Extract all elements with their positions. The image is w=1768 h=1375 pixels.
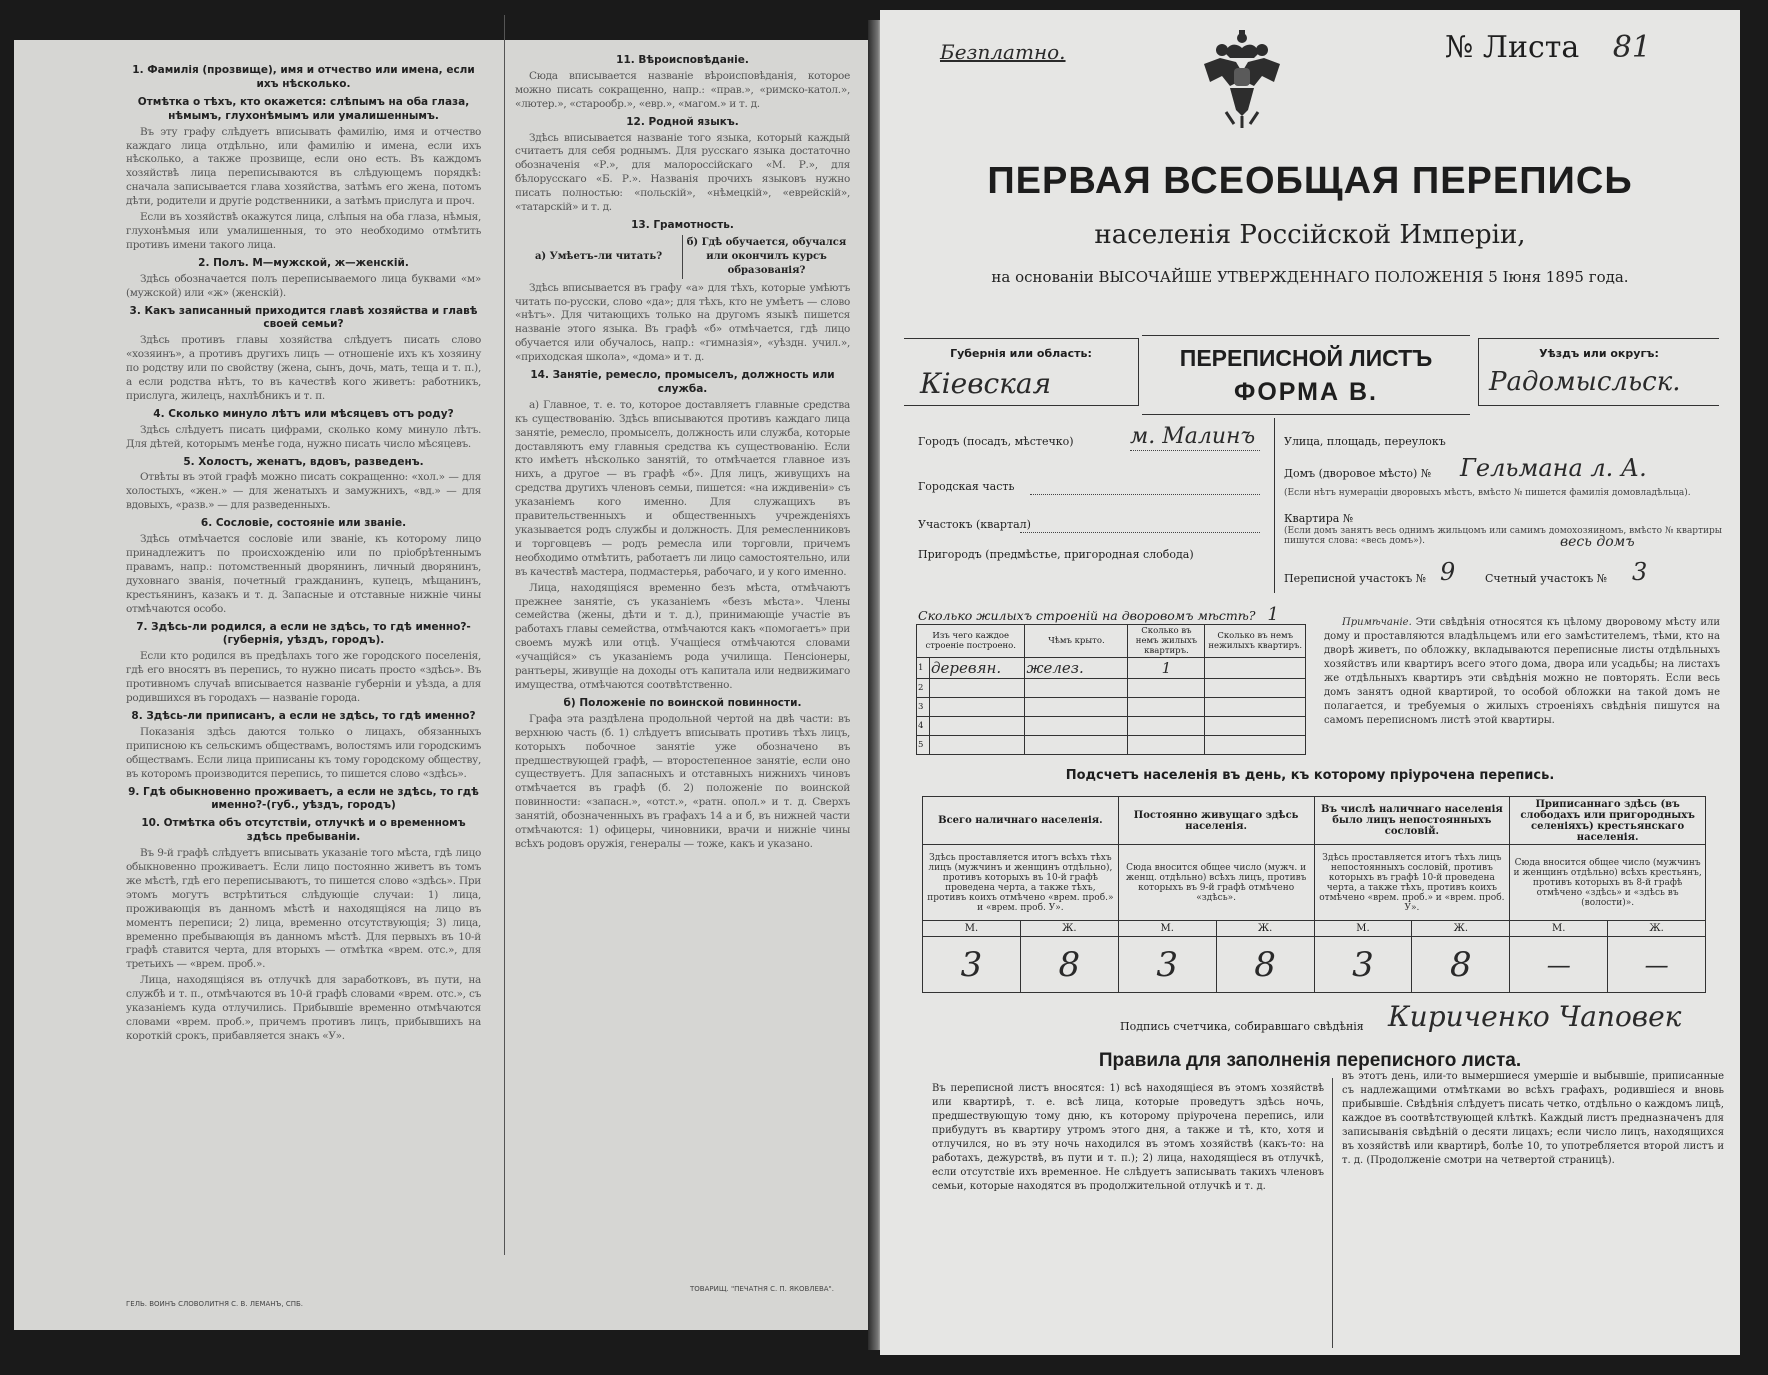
count-value: 8 — [1216, 937, 1314, 993]
double-headed-eagle-icon — [1196, 28, 1288, 134]
sheet-number-label: № Листа — [1445, 30, 1580, 65]
section-heading: 7. Здѣсь-ли родился, а если не здѣсь, то гдѣ именно?-(губернія, уѣздъ, городъ). — [136, 620, 471, 647]
table-row — [917, 717, 1306, 736]
form-label: ФОРМА В. — [1234, 378, 1378, 406]
sheet-number-value: 81 — [1612, 30, 1651, 65]
rules-right-col: въ этотъ день, или-то вымершиеся умершіе и выбывшіе, приписанные съ надлежащими отмѣтками во всѣхъ графахъ, родившіеся и вновь прибывшіе. Свѣдѣнія слѣдуетъ писать четко, отдѣльно о каждомъ лицѣ, каждое въ соотвѣтствующей клѣткѣ. Каждый листъ предназначенъ для записыванія свѣдѣній о десяти лицахъ; если число лицъ, находящихся въ хозяйствѣ или квартирѣ, болѣе 10, то употребляется второй листъ и т. д. (Продолженіе смотри на четвертой страницѣ). — [1342, 1071, 1724, 1166]
count-desc: Здѣсь проставляется итогъ всѣхъ тѣхъ лицъ (мужчинъ и женщинъ отдѣльно), противъ которыхъ въ 10-й графѣ проведена черта, а также тѣхъ, противъ коихъ отмѣчено «врем. проб.» и «врем. проб. У». — [923, 845, 1119, 921]
buildings-table — [916, 624, 1306, 755]
sex-f: Ж. — [1216, 921, 1314, 937]
count-values-row — [923, 937, 1706, 993]
literacy-b-heading: б) Гдѣ обучается, обучался или окончилъ курсъ образованія? — [686, 236, 847, 276]
section-heading: 8. Здѣсь-ли приписанъ, а если не здѣсь, то гдѣ именно? — [131, 709, 476, 722]
row-number: 3 — [917, 698, 930, 717]
kvartira-label: Квартира № — [1284, 512, 1354, 525]
sex-m: М. — [923, 921, 1021, 937]
row-roof: желез. — [1025, 658, 1128, 679]
count-title: Подсчетъ населенія въ день, къ которому пріурочена перепись. — [1065, 768, 1555, 783]
row-flats — [1128, 717, 1205, 736]
row-material — [930, 717, 1025, 736]
count-value: 3 — [1314, 937, 1412, 993]
stroeniy-question — [918, 604, 1279, 625]
section-heading: 14. Занятіе, ремесло, промыселъ, должность или служба. — [530, 369, 835, 395]
count-value: 3 — [923, 937, 1021, 993]
vertical-separator — [1274, 418, 1275, 593]
count-desc: Сюда вносится общее число (мужч. и женщ. отдѣльно) всѣхъ лицъ, противъ которыхъ въ 9-й графѣ отмѣчено «здѣсь». — [1118, 845, 1314, 921]
perepisnoy-value: 9 — [1440, 558, 1456, 586]
section-heading: 1. Фамилія (прозвище), имя и отчество или имена, если ихъ нѣсколько. — [132, 64, 475, 90]
rules-column-b: 11. Вѣроисповѣданіе. Сюда вписывается названіе вѣроисповѣданія, которое можно писать сокращенно, напр.: «прав.», «римско-катол.», «лютер.», «старообр.», «евр.», «магом.» и т. д. 12. Родной языкъ. Здѣсь вписывается названіе того языка, который каждый считаетъ для себя роднымъ. Для русскаго языка достаточно обозначенія «Р.», для малороссійскаго «М. Р.», для бѣлорусскаго «Б. Р.». Названія прочихъ языковъ нужно писать полностью: «польскій», «нѣмецкій», «еврейскій», «татарскій» и т. д. 13. Грамотность. а) Умѣетъ-ли читать? б) Гдѣ обучается, обучался или окончилъ курсъ образованія? Здѣсь вписывается въ графу «а» для тѣхъ, которые умѣютъ читать по-русски, слово «да»; для тѣхъ, кто не умѣетъ — слово «нѣтъ». Для читающихъ только на другомъ языкѣ пишется названіе этого языка. Въ графѣ «б» отмѣчается, гдѣ лицо обучается или обучалось, напр.: «гимназія», «уѣздн. учил.», «приходская школа», «дома» и т. д. 14. Занятіе, ремесло, промыселъ, должность или служба. а) Главное, т. е. то, которое доставляетъ главные средства къ существованію. Здѣсь вписываются противъ каждаго лица занятіе, ремесло, промыселъ, должность или служба, которые доставляютъ ему главныя средства къ существованію. Если кто имѣетъ нѣсколько занятій, то отмѣчается главное изъ нихъ, а другое — въ графѣ «б». Для лицъ, живущихъ на средства другихъ членовъ семьи, пишется: «на иждивеніи» съ указаніемъ кого именно. Для служащихъ въ правительственныхъ и общественныхъ учрежденіяхъ указывается родъ службы и должность. Для ремесленниковъ и торговцевъ — родъ ремесла или торговли, причемъ необходимо отмѣтить, работаетъ ли лицо самостоятельно, или въ качествѣ мастера, подмастерья, рабочаго, и у кого именно. Лица, находящіяся временно безъ мѣста, отмѣчаютъ прежнее занятіе, съ указаніемъ «безъ мѣста». Члены семейства (жены, дѣти и т. д.), принимающіе участіе въ работахъ главы семейства, отмѣчаются какъ «помогаетъ» при своемъ мужѣ или отцѣ. Учащіеся отмѣчаются словами «учащійся» съ указаніемъ рода училища. Пенсіонеры, рантьеры, живущіе на доходы отъ капитала или недвижимаго имущества, отмѣчаются соотвѣтственно. б) Положеніе по воинской повинности. Графа эта раздѣлена продольной чертой на двѣ части: въ верхнюю часть (б. 1) слѣдуетъ вписывать противъ тѣхъ лицъ, которыхъ побочное занятіе уже обозначено въ предшествующей графѣ, — второстепенное занятіе, если оно существуетъ. Для запасныхъ и отставныхъ нижнихъ чиновъ отмѣчается въ графѣ (б. 2) положеніе по воинской повинности: «запасн.», «отст.», «ратн. опол.» и т. д. Сверхъ занятій, обозначенныхъ въ графахъ 14 а и б, въ нижней части отмѣчаются: 1) офицеры, чиновники, врачи и нижніе чины всѣхъ родовъ оружія, генералы — тоже, какъ и указано. — [515, 54, 850, 850]
count-header: Приписаннаго здѣсь (въ слободахъ или пригородныхъ селеніяхъ) крестьянскаго населенія. — [1510, 797, 1706, 845]
uezd-box — [1478, 338, 1719, 406]
sex-f: Ж. — [1020, 921, 1118, 937]
row-flats — [1128, 679, 1205, 698]
note-head: Примѣчаніе. — [1342, 617, 1412, 628]
table-row — [917, 698, 1306, 717]
column-divider — [504, 15, 505, 1255]
row-material — [930, 679, 1025, 698]
uchastok-line — [1020, 532, 1260, 533]
section-heading: б) Положеніе по воинской повинности. — [563, 696, 802, 709]
note-text: Эти свѣдѣнія относятся къ цѣлому дворовому мѣсту или дому и проставляются владѣльцемъ или его замѣстителемъ, тѣми, кто на дворѣ живетъ, по обложку, вкладываются переписные листы отдѣльныхъ хозяйствъ или квартиръ всего этого дома, двора или усадьбы; на листахъ же отдѣльныхъ квартиръ эти свѣдѣнія можно не повторять. Если весь домъ занятъ одной квартирой, то особой обложки на такой домъ не полагается, и требуемыя о жилыхъ строеніяхъ свѣдѣнія пишутся на самомъ переписномъ листѣ этой квартиры. — [1324, 617, 1721, 726]
row-roof — [1025, 717, 1128, 736]
printer-note-right: ТОВАРИЩ. "ПЕЧАТНЯ С. П. ЯКОВЛЕВА". — [690, 1285, 834, 1293]
population-count-table — [922, 796, 1706, 993]
row-other — [1205, 717, 1306, 736]
sex-f: Ж. — [1608, 921, 1706, 937]
sheet-number — [1445, 30, 1651, 65]
count-desc: Здѣсь проставляется итогъ тѣхъ лицъ непостоянныхъ сословій, противъ которыхъ въ графѣ 10-й проведена черта, а также тѣхъ, противъ коихъ отмѣчено «врем. проб.» и «врем. проб. У». — [1314, 845, 1510, 921]
free-label: Безплатно. — [940, 40, 1066, 64]
count-value: 8 — [1412, 937, 1510, 993]
signature-value: Кириченко Чаповек — [1388, 1000, 1682, 1033]
row-number: 2 — [917, 679, 930, 698]
row-other — [1205, 658, 1306, 679]
table-row — [917, 736, 1306, 755]
buildings-note — [1324, 616, 1720, 728]
sex-m: М. — [1118, 921, 1216, 937]
dom-value: Гельмана л. А. — [1460, 454, 1647, 482]
row-number: 1 — [917, 658, 930, 679]
section-heading: 6. Сословіе, состояніе или званіе. — [200, 517, 407, 530]
schetny-value: 3 — [1632, 558, 1648, 586]
row-material: деревян. — [930, 658, 1025, 679]
rules-title: Правила для заполненія переписного листа. — [1098, 1050, 1522, 1071]
buildings-header-row — [917, 625, 1306, 658]
table-row — [917, 658, 1306, 679]
signature-label: Подпись счетчика, собиравшаго свѣдѣнія — [1120, 1020, 1364, 1033]
row-number: 5 — [917, 736, 930, 755]
kvartira-note: (Если домъ занятъ весь однимъ жильцомъ или самимъ домохозяиномъ, вмѣсто № квартиры пишутся слова: «весь домъ»). — [1284, 526, 1722, 546]
section-heading: 5. Холостъ, женатъ, вдовъ, разведенъ. — [183, 455, 424, 468]
sex-m: М. — [1510, 921, 1608, 937]
count-header: Постоянно живущаго здѣсь населенія. — [1118, 797, 1314, 845]
rules-col-divider — [1332, 1078, 1333, 1348]
kvartira-value: весь домъ — [1560, 534, 1635, 550]
perepisnoy-label: Переписной участокъ № — [1284, 572, 1427, 585]
section-heading: 4. Сколько минуло лѣтъ или мѣсяцевъ отъ роду? — [153, 407, 454, 420]
row-material — [930, 698, 1025, 717]
row-material — [930, 736, 1025, 755]
buildings-header-other: Сколько въ немъ нежилыхъ квартиръ. — [1205, 625, 1306, 658]
count-value: — — [1510, 937, 1608, 993]
section-heading: 12. Родной языкъ. — [626, 115, 739, 128]
count-desc-row — [923, 845, 1706, 921]
census-subtitle: населенія Россійской Имперіи, — [1094, 220, 1526, 250]
guberniya-label: Губернія или область: — [950, 347, 1092, 360]
title-frame — [1142, 335, 1470, 415]
guberniya-box — [904, 338, 1139, 406]
section-heading: 2. Полъ. М—мужской, ж—женскій. — [198, 256, 409, 269]
uezd-label: Уѣздъ или округъ: — [1539, 347, 1659, 360]
count-value: — — [1608, 937, 1706, 993]
row-number: 4 — [917, 717, 930, 736]
street-label: Улица, площадь, переулокъ — [1284, 435, 1446, 448]
rules-left-col: Въ переписной листъ вносятся: 1) всѣ находящіеся въ этомъ хозяйствѣ или квартирѣ, т. е. всѣ лица, которые проведутъ здѣсь ночь, предшествующую тому дню, къ которому пріурочена перепись, или прибудутъ въ квартиру утромъ этого дня, а также и тѣ, кто, хотя и отлучился, но въ эту ночь находился въ этомъ хозяйствѣ (какъ-то: на работахъ, дежурствѣ, въ пути и т. п.); 2) лица, находящіеся въ отлучкѣ, если отсутствіе ихъ временное. Не слѣдуетъ записывать такихъ членовъ семьи, которые находятся въ продолжительной отлучкѣ и т. д. — [932, 1083, 1324, 1192]
literacy-a-heading: а) Умѣетъ-ли читать? — [515, 235, 683, 279]
gorod-value: м. Малинъ — [1130, 424, 1256, 449]
section-heading: 10. Отмѣтка объ отсутствіи, отлучкѣ и о временномъ здѣсь пребываніи. — [141, 817, 466, 844]
section-heading: 9. Гдѣ обыкновенно проживаетъ, а если не здѣсь, то гдѣ именно?-(губ., уѣздъ, городъ) — [128, 785, 479, 812]
right-page — [880, 10, 1740, 1355]
sex-header-row — [923, 921, 1706, 937]
table-row — [917, 679, 1306, 698]
census-title: ПЕРВАЯ ВСЕОБЩАЯ ПЕРЕПИСЬ — [987, 160, 1633, 202]
row-roof — [1025, 736, 1128, 755]
chast-line — [1030, 494, 1260, 495]
dom-label: Домъ (дворовое мѣсто) № — [1284, 467, 1432, 480]
row-flats — [1128, 736, 1205, 755]
prigorod-label: Пригородъ (предмѣстье, пригородная слобода) — [918, 548, 1194, 561]
count-value: 3 — [1118, 937, 1216, 993]
schetny-label: Счетный участокъ № — [1485, 572, 1608, 585]
row-other — [1205, 736, 1306, 755]
count-desc: Сюда вносится общее число (мужчинъ и женщинъ отдѣльно) всѣхъ крестьянъ, противъ которыхъ въ 8-й графѣ отмѣчено «здѣсь» и «здѣсь въ (волости)». — [1510, 845, 1706, 921]
row-other — [1205, 698, 1306, 717]
count-header-row — [923, 797, 1706, 845]
guberniya-value: Кіевская — [920, 367, 1052, 400]
uezd-value: Радомысльск. — [1489, 367, 1681, 397]
chast-label: Городская часть — [918, 480, 1015, 493]
stroeniy-value: 1 — [1267, 604, 1279, 625]
buildings-header-roof: Чѣмъ крыто. — [1025, 625, 1128, 658]
sheet-title: ПЕРЕПИСНОЙ ЛИСТЪ — [1179, 345, 1433, 371]
sex-m: М. — [1314, 921, 1412, 937]
gorod-label: Городъ (посадъ, мѣстечко) — [918, 435, 1074, 448]
uchastok-label: Участокъ (квартал) — [918, 518, 1031, 531]
printer-note-left: ГЕЛЬ. ВОИНЪ СЛОВОЛИТНЯ С. В. ЛЕМАНЪ, СПБ. — [126, 1300, 303, 1308]
buildings-header-flats: Сколько въ немъ жилыхъ квартиръ. — [1128, 625, 1205, 658]
count-header: Въ числѣ наличнаго населенія было лицъ непостоянныхъ сословій. — [1314, 797, 1510, 845]
row-flats: 1 — [1128, 658, 1205, 679]
stroeniy-label: Сколько жилыхъ строеній на дворовомъ мѣстѣ? — [918, 608, 1256, 623]
buildings-header-material: Изъ чего каждое строеніе построено. — [917, 625, 1025, 658]
section-heading: Отмѣтка о тѣхъ, кто окажется: слѣпымъ на оба глаза, нѣмымъ, глухонѣмымъ или умалишеннымъ. — [137, 95, 470, 122]
section-heading: 3. Какъ записанный приходится главѣ хозяйства и главѣ своей семьи? — [129, 304, 478, 331]
sex-f: Ж. — [1412, 921, 1510, 937]
gorod-line — [1130, 450, 1260, 451]
census-basis: на основаніи ВЫСОЧАЙШЕ УТВЕРЖДЕННАГО ПОЛОЖЕНІЯ 5 Іюня 1895 года. — [991, 268, 1629, 286]
rules-column-a: 1. Фамилія (прозвище), имя и отчество или имена, если ихъ нѣсколько. Отмѣтка о тѣхъ, кто окажется: слѣпымъ на оба глаза, нѣмымъ, глухонѣмымъ или умалишеннымъ. Въ эту графу слѣдуетъ вписывать фамилію, имя и отчество каждаго лица отдѣльно, или фамилію и имена, если ихъ нѣсколько, а также прозвище, если оно есть. Въ каждомъ хозяйствѣ лица переписываются въ слѣдующемъ порядкѣ: сначала записывается глава хозяйства, затѣмъ его жена, потомъ дѣти, родители и другіе родственники, а затѣмъ прислуга и проч. Если въ хозяйствѣ окажутся лица, слѣпыя на оба глаза, нѣмыя, глухонѣмыя или умалишенныя, то это необходимо отмѣтить противъ имени такого лица. 2. Полъ. М—мужской, ж—женскій. Здѣсь обозначается полъ переписываемого лица буквами «м» (мужской) или «ж» (женскій). 3. Какъ записанный приходится главѣ хозяйства и главѣ своей семьи? Здѣсь противъ главы хозяйства слѣдуетъ писать слово «хозяинъ», а противъ другихъ лицъ — отношеніе ихъ къ хозяину по родству или по свойству (жена, сынъ, дочь, мать, теща и т. п.), а если родства нѣтъ, то въ качествѣ кого живетъ: работникъ, прислуга, жилецъ, нахлѣбникъ и т. п. 4. Сколько минуло лѣтъ или мѣсяцевъ отъ роду? Здѣсь слѣдуетъ писать цифрами, сколько кому минуло лѣтъ. Для дѣтей, которымъ менѣе года, нужно писать число мѣсяцевъ. 5. Холостъ, женатъ, вдовъ, разведенъ. Отвѣты въ этой графѣ можно писать сокращенно: «хол.» — для холостыхъ, «жен.» — для женатыхъ и замужнихъ, «вд.» — для вдовыхъ, «разв.» — для разведенныхъ. 6. Сословіе, состояніе или званіе. Здѣсь отмѣчается сословіе или званіе, къ которому лицо принадлежитъ по происхожденію или по пріобрѣтеннымъ правамъ, напр.: потомственный дворянинъ, личный дворянинъ, духовнаго званія, почетный гражданинъ, купецъ, мѣщанинъ, крестьянинъ, казакъ и т. д. Запасные и отставные нижніе чины отмѣчаются особо. 7. Здѣсь-ли родился, а если не здѣсь, то гдѣ именно?-(губернія, уѣздъ, городъ). Если кто родился въ предѣлахъ того же городского поселенія, гдѣ его вносятъ въ перепись, то нужно писать просто «здѣсь». Въ противномъ случаѣ вписывается названіе губерніи и уѣзда, а для родившихся въ городахъ — названіе города. 8. Здѣсь-ли приписанъ, а если не здѣсь, то гдѣ именно? Показанія здѣсь даются только о лицахъ, обязанныхъ приписною къ сельскимъ обществамъ, волостямъ или городскимъ обществамъ. Если лица приписаны къ тому городскому обществу, въ которомъ производится перепись, то пишется слово «здѣсь». 9. Гдѣ обыкновенно проживаетъ, а если не здѣсь, то гдѣ именно?-(губ., уѣздъ, городъ) 10. Отмѣтка объ отсутствіи, отлучкѣ и о временномъ здѣсь пребываніи. Въ 9-й графѣ слѣдуетъ вписывать указаніе того мѣста, гдѣ лицо обыкновенно проживаетъ. Если лицо постоянно живетъ въ томъ же мѣстѣ, гдѣ его переписываютъ, то пишется слово «здѣсь». При этомъ могутъ встрѣтиться слѣдующіе случаи: 1) лица, проживающія въ данномъ мѣстѣ и находящіяся на лицо въ моментъ переписи; 2) лица, временно отсутствующія; 3) лица, временно пребывающія въ данномъ мѣстѣ. Для первыхъ въ 10-й графѣ ставится черта, для вторыхъ — отмѣтка «врем. отс.», для третьихъ — «врем. проб.». Лица, находящіяся въ отлучкѣ для заработковъ, въ пути, на службѣ и т. п., отмѣчаются въ 10-й графѣ словами «врем. отс.», съ указаніемъ куда отлучились. Прибывшіе временно отмѣчаются словами «врем. проб.», причемъ противъ лицъ, прибывшихъ на короткій срокъ, прибавляется знакъ «У». — [126, 64, 481, 1042]
section-heading: 11. Вѣроисповѣданіе. — [616, 54, 749, 66]
row-roof — [1025, 679, 1128, 698]
row-other — [1205, 679, 1306, 698]
row-roof — [1025, 698, 1128, 717]
row-flats — [1128, 698, 1205, 717]
count-value: 8 — [1020, 937, 1118, 993]
dom-note: (Если нѣтъ нумераціи дворовыхъ мѣстъ, вмѣсто № пишется фамилія домовладѣльца). — [1284, 488, 1691, 498]
section-heading: 13. Грамотность. — [631, 218, 734, 231]
count-header: Всего наличнаго населенія. — [923, 797, 1119, 845]
